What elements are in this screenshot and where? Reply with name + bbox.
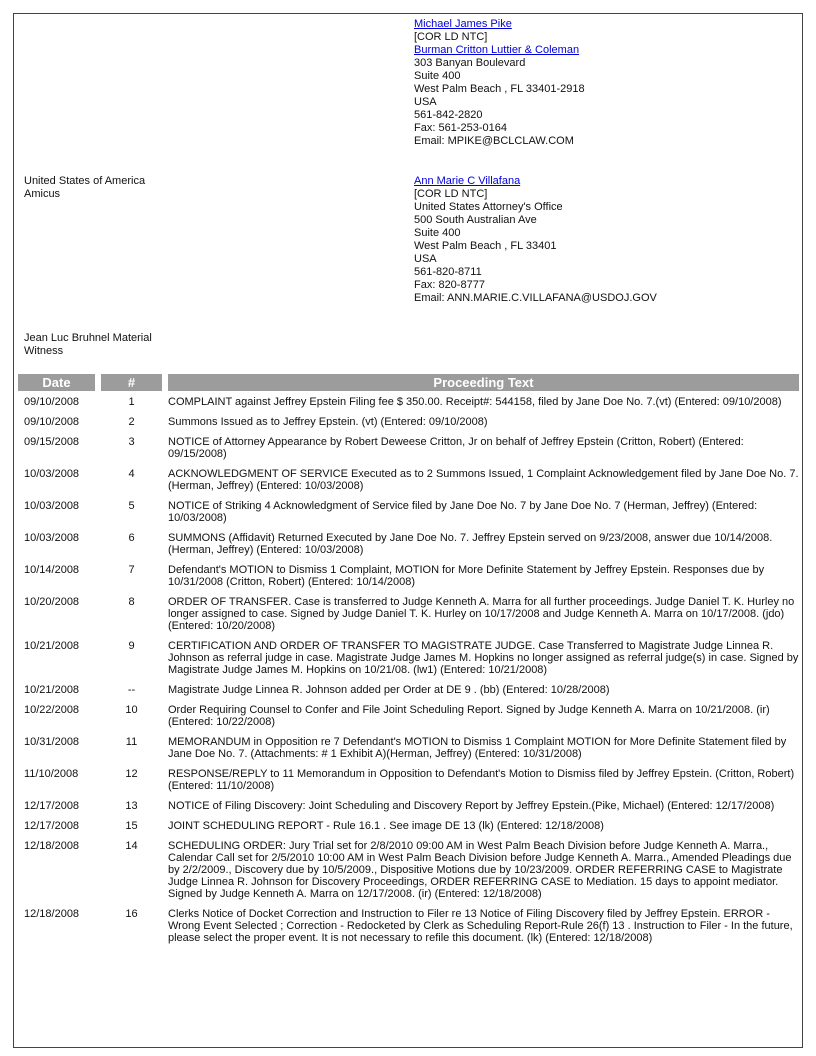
entry-proceeding-text: Clerks Notice of Docket Correction and Instruction to Filer re 13 Notice of Filing Discovery filed by Jeffrey Epstein. ERROR - Wrong Event Selected ; Correction - Redocketed by Clerk as Scheduling Report-Rule 26(f) 13 . Instruction to Filer - In the future, please select the proper event. It is not necessary to refile this document. (lk) (Entered: 12/18/2008) (168, 908, 793, 944)
docket-entry-row (18, 500, 799, 532)
attorney-role: [COR LD NTC] (414, 31, 488, 43)
proceeding-text-column-header: Proceeding Text (168, 374, 799, 391)
party-name: United States of America Amicus (24, 175, 146, 200)
entry-number: 9 (128, 640, 135, 652)
docket-entry-row (18, 908, 799, 952)
entry-date: 10/14/2008 (24, 564, 80, 576)
entry-date: 10/03/2008 (24, 468, 80, 480)
entry-number: 12 (125, 768, 138, 780)
docket-entry-row (18, 820, 799, 840)
attorney-address-line: 500 South Australian Ave (414, 214, 537, 226)
attorney-name-link[interactable]: Michael James Pike (414, 18, 512, 30)
docket-entry-row (18, 768, 799, 800)
document-frame (13, 13, 803, 1048)
attorney-address-line: Suite 400 (414, 70, 461, 82)
attorney-role: [COR LD NTC] (414, 188, 488, 200)
docket-rows (18, 391, 799, 952)
number-column-header: # (101, 374, 162, 391)
attorney-phone: 561-842-2820 (414, 109, 483, 121)
docket-table (18, 374, 799, 952)
entry-number: 11 (125, 736, 138, 748)
entry-date: 12/18/2008 (24, 840, 80, 852)
docket-entry-row (18, 396, 799, 416)
attorney-firm-link[interactable]: Burman Critton Luttier & Coleman (414, 44, 580, 56)
docket-entry-row (18, 532, 799, 564)
attorney-fax: Fax: 561-253-0164 (414, 122, 507, 134)
docket-entry-row (18, 800, 799, 820)
entry-number: 13 (125, 800, 138, 812)
entry-date: 09/15/2008 (24, 436, 80, 448)
docket-entry-row (18, 840, 799, 908)
attorney-fax: Fax: 820-8777 (414, 279, 485, 291)
attorney-address-line: USA (414, 253, 437, 265)
entry-number: 7 (128, 564, 135, 576)
entry-number: 10 (125, 704, 138, 716)
entry-proceeding-text: SUMMONS (Affidavit) Returned Executed by Jane Doe No. 7. Jeffrey Epstein served on 9/23/2008, answer due 10/14/2008. (Herman, Jeffrey) (Entered: 10/03/2008) (168, 532, 773, 556)
entry-date: 10/03/2008 (24, 532, 80, 544)
entry-number: 3 (128, 436, 135, 448)
docket-entry-row (18, 468, 799, 500)
docket-entry-row (18, 736, 799, 768)
docket-header-row (18, 374, 799, 391)
entry-date: 10/03/2008 (24, 500, 80, 512)
entry-number: 1 (128, 396, 135, 408)
party-name: Jean Luc Bruhnel Material Witness (24, 332, 152, 357)
entry-proceeding-text: Magistrate Judge Linnea R. Johnson added per Order at DE 9 . (bb) (Entered: 10/28/2008) (168, 684, 610, 696)
entry-number: 15 (125, 820, 138, 832)
attorney-address-line: Suite 400 (414, 227, 461, 239)
docket-entry-row (18, 416, 799, 436)
entry-number: -- (127, 684, 136, 696)
entry-proceeding-text: CERTIFICATION AND ORDER OF TRANSFER TO MAGISTRATE JUDGE. Case Transferred to Magistrate Judge Linnea R. Johnson as referral judge in case. Magistrate Judge James M. Hopkins no longer assigned as referral judge(s) in case. Signed by Magistrate Judge James M. Hopkins on 10/21/08. (lw1) (Entered: 10/21/2008) (168, 640, 799, 676)
entry-proceeding-text: JOINT SCHEDULING REPORT - Rule 16.1 . See image DE 13 (lk) (Entered: 12/18/2008) (168, 820, 604, 832)
entry-number: 16 (125, 908, 138, 920)
attorney-address-line: USA (414, 96, 437, 108)
docket-entry-row (18, 684, 799, 704)
entry-date: 10/21/2008 (24, 684, 80, 696)
date-column-header: Date (18, 374, 95, 391)
attorney-email: Email: ANN.MARIE.C.VILLAFANA@USDOJ.GOV (414, 292, 657, 304)
entry-date: 09/10/2008 (24, 396, 80, 408)
entry-date: 10/20/2008 (24, 596, 80, 608)
entry-proceeding-text: MEMORANDUM in Opposition re 7 Defendant's MOTION to Dismiss 1 Complaint MOTION for More Definite Statement filed by Jane Doe No. 7. (Attachments: # 1 Exhibit A)(Herman, Jeffrey) (Entered: 10/31/2008) (168, 736, 787, 760)
entry-date: 11/10/2008 (24, 768, 79, 780)
entry-number: 5 (128, 500, 135, 512)
entry-number: 6 (128, 532, 135, 544)
entry-proceeding-text: Defendant's MOTION to Dismiss 1 Complaint, MOTION for More Definite Statement by Jeffrey Epstein. Responses due by 10/31/2008 (Critton, Robert) (Entered: 10/14/2008) (168, 564, 765, 588)
entry-proceeding-text: COMPLAINT against Jeffrey Epstein Filing fee $ 350.00. Receipt#: 544158, filed by Jane Doe No. 7.(vt) (Entered: 09/10/2008) (168, 396, 782, 408)
entry-number: 4 (128, 468, 135, 480)
entry-proceeding-text: NOTICE of Filing Discovery: Joint Scheduling and Discovery Report by Jeffrey Epstein.(Pike, Michael) (Entered: 12/17/2008) (168, 800, 775, 812)
entry-proceeding-text: SCHEDULING ORDER: Jury Trial set for 2/8/2010 09:00 AM in West Palm Beach Division before Judge Kenneth A. Marra., Calendar Call set for 2/5/2010 10:00 AM in West Palm Beach Division before Judge Kenneth A. Marra., Amended Pleadings due by 2/2/2009., Discovery due by 10/5/2009., Dispositive Motions due by 10/23/2009. ORDER REFERRING CASE to Magistrate Judge Linnea R. Johnson for Discovery Proceedings, ORDER REFERRING CASE to Mediation. 15 days to appoint mediator. Signed by Judge Kenneth A. Marra on 12/17/2008. (ir) (Entered: 12/18/2008) (168, 840, 792, 900)
attorney-phone: 561-820-8711 (414, 266, 482, 278)
entry-date: 12/18/2008 (24, 908, 80, 920)
attorney-address-line: West Palm Beach , FL 33401 (414, 240, 557, 252)
entry-number: 14 (125, 840, 138, 852)
attorney-block (414, 175, 657, 305)
attorney-firm: United States Attorney's Office (414, 201, 563, 213)
entry-proceeding-text: Order Requiring Counsel to Confer and File Joint Scheduling Report. Signed by Judge Kenneth A. Marra on 10/21/2008. (ir) (Entered: 10/22/2008) (168, 704, 770, 728)
entry-proceeding-text: Summons Issued as to Jeffrey Epstein. (vt) (Entered: 09/10/2008) (168, 416, 488, 428)
docket-entry-row (18, 596, 799, 640)
entry-proceeding-text: ORDER OF TRANSFER. Case is transferred to Judge Kenneth A. Marra for all further proceedings. Judge Daniel T. K. Hurley no longer assigned to case. Signed by Judge Daniel T. K. Hurley on 10/17/2008 and Judge Kenneth A. Marra on 10/17/2008. (jdo) (Entered: 10/20/2008) (168, 596, 795, 632)
entry-date: 09/10/2008 (24, 416, 80, 428)
attorney-address-line: West Palm Beach , FL 33401-2918 (414, 83, 585, 95)
attorney-address-line: 303 Banyan Boulevard (414, 57, 526, 69)
entry-date: 10/21/2008 (24, 640, 80, 652)
entry-proceeding-text: NOTICE of Attorney Appearance by Robert Deweese Critton, Jr on behalf of Jeffrey Epstein (Critton, Robert) (Entered: 09/15/2008) (168, 436, 744, 460)
docket-entry-row (18, 564, 799, 596)
attorney-email: Email: MPIKE@BCLCLAW.COM (414, 135, 574, 147)
docket-entry-row (18, 640, 799, 684)
entry-number: 8 (128, 596, 135, 608)
entry-proceeding-text: RESPONSE/REPLY to 11 Memorandum in Opposition to Defendant's Motion to Dismiss filed by Jeffrey Epstein. (Critton, Robert) (Entered: 11/10/2008) (168, 768, 795, 792)
entry-proceeding-text: NOTICE of Striking 4 Acknowledgment of Service filed by Jane Doe No. 7 by Jane Doe No. 7 (Herman, Jeffrey) (Entered: 10/03/2008) (168, 500, 758, 524)
entry-date: 12/17/2008 (24, 800, 80, 812)
entry-proceeding-text: ACKNOWLEDGMENT OF SERVICE Executed as to 2 Summons Issued, 1 Complaint Acknowledgement filed by Jane Doe No. 7. (Herman, Jeffrey) (Entered: 10/03/2008) (168, 468, 799, 492)
entry-date: 10/22/2008 (24, 704, 80, 716)
docket-entry-row (18, 704, 799, 736)
attorney-block (414, 18, 585, 148)
attorney-name-link[interactable]: Ann Marie C Villafana (414, 175, 521, 187)
docket-entry-row (18, 436, 799, 468)
entry-date: 12/17/2008 (24, 820, 80, 832)
entry-number: 2 (128, 416, 135, 428)
entry-date: 10/31/2008 (24, 736, 80, 748)
